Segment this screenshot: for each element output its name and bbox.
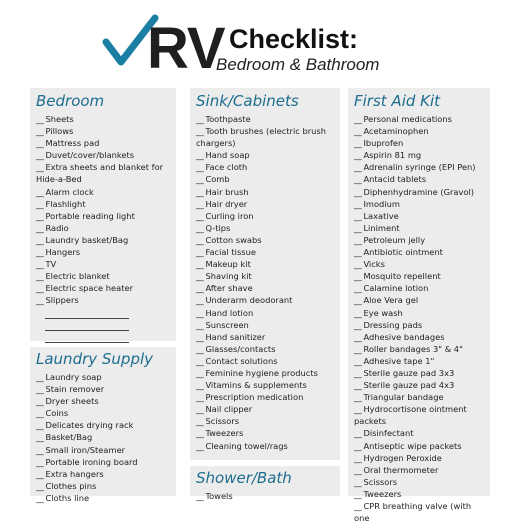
- item-label: Triangular bandage: [363, 392, 444, 403]
- check-blank: __: [196, 428, 206, 439]
- check-blank: __: [36, 198, 46, 209]
- item-label: Shaving kit: [205, 271, 252, 282]
- check-blank: __: [196, 247, 206, 258]
- check-blank: __: [36, 468, 46, 479]
- checklist-item: [196, 186, 334, 198]
- check-blank: __: [36, 480, 46, 491]
- item-label: Prescription medication: [205, 392, 304, 403]
- check-blank: __: [354, 198, 364, 209]
- checklist-item: [354, 391, 484, 403]
- item-label: Clothes pins: [45, 480, 97, 491]
- checklist-item: [354, 125, 484, 137]
- checklist-item: [36, 210, 170, 222]
- check-blank: __: [354, 331, 364, 342]
- checklist-item: [354, 403, 484, 427]
- check-blank: __: [354, 186, 364, 197]
- check-blank: __: [354, 501, 364, 511]
- item-label: chargers): [196, 138, 236, 149]
- check-blank: __: [196, 404, 206, 415]
- check-blank: __: [354, 343, 364, 354]
- checklist-item: [196, 319, 334, 331]
- check-blank: __: [196, 343, 206, 354]
- sink-section: [190, 88, 340, 460]
- item-label: Sheets: [45, 114, 74, 124]
- item-label: Acetaminophen: [363, 126, 429, 137]
- item-label: Contact solutions: [205, 355, 278, 366]
- checklist-item: [36, 395, 170, 407]
- item-label: Ibuprofen: [363, 138, 404, 149]
- checklist-item: [196, 137, 334, 149]
- item-label: Mosquito repellent: [363, 271, 441, 282]
- check-blank: __: [196, 367, 206, 378]
- check-blank: __: [354, 452, 364, 463]
- check-blank: __: [196, 259, 206, 270]
- check-blank: __: [354, 367, 364, 378]
- checklist-item: [36, 492, 170, 504]
- check-blank: __: [36, 186, 46, 197]
- checklist-item: [354, 319, 484, 331]
- item-label: Hydrocortisone ointment packets: [354, 404, 467, 427]
- checklist-item: [36, 419, 170, 431]
- checklist-item: [36, 282, 170, 294]
- checklist-item: [196, 246, 334, 258]
- item-label: Antiseptic wipe packets: [363, 440, 462, 451]
- title-checklist: Checklist:: [229, 24, 359, 54]
- check-blank: __: [36, 126, 46, 137]
- bedroom-section: [30, 88, 176, 341]
- item-label: Mattress pad: [45, 138, 100, 149]
- item-label: Flashlight: [45, 198, 86, 209]
- check-blank: __: [196, 331, 206, 342]
- item-label: After shave: [205, 283, 253, 294]
- check-blank: __: [36, 384, 46, 395]
- check-blank: __: [196, 114, 206, 124]
- item-label: Aspirin 81 mg: [363, 150, 422, 161]
- check-blank: __: [36, 138, 46, 149]
- item-label: Cloths line: [45, 492, 90, 503]
- section-title: First Aid Kit: [354, 92, 441, 110]
- item-label: Stain remover: [45, 384, 105, 395]
- item-label: Vicks: [363, 259, 385, 270]
- item-label: Delicates drying rack: [45, 420, 134, 431]
- item-label: Dryer sheets: [45, 396, 99, 407]
- check-blank: __: [354, 114, 364, 124]
- check-blank: __: [354, 440, 364, 451]
- check-blank: __: [196, 186, 206, 197]
- check-blank: __: [354, 464, 364, 475]
- check-blank: __: [36, 372, 46, 382]
- section-title: Shower/Bath: [196, 469, 292, 487]
- checklist-item: [196, 440, 334, 452]
- item-label: Towels: [205, 491, 233, 501]
- item-label: Portable reading light: [45, 210, 135, 221]
- checklist-item: [354, 173, 484, 185]
- check-blank: __: [196, 355, 206, 366]
- item-label: Sterile gauze pad 4x3: [363, 380, 455, 391]
- check-blank: __: [196, 283, 206, 294]
- check-blank: __: [354, 355, 364, 366]
- check-blank: __: [354, 210, 364, 221]
- item-label: Underarm deodorant: [205, 295, 293, 306]
- item-label: Tweezers: [205, 428, 244, 439]
- item-label: Laundry soap: [45, 372, 102, 382]
- checklist-item: [196, 307, 334, 319]
- check-blank: __: [196, 380, 206, 391]
- checklist-item: [354, 452, 484, 464]
- check-blank: __: [354, 319, 364, 330]
- checklist-item: [36, 444, 170, 456]
- item-label: Diphenhydramine (Gravol): [363, 186, 475, 197]
- checklist-item: [196, 367, 334, 379]
- check-blank: __: [354, 138, 364, 149]
- item-label: Eye wash: [363, 307, 403, 318]
- item-label: Hangers: [45, 247, 81, 258]
- checklist-item: [36, 456, 170, 468]
- checklist-item: [36, 270, 170, 282]
- checklist-item: [36, 294, 170, 306]
- checklist-item: [196, 173, 334, 185]
- blank-line: [45, 309, 129, 319]
- checklist-item: [196, 198, 334, 210]
- check-blank: __: [354, 247, 364, 258]
- shower-list: [196, 490, 334, 502]
- item-label: CPR breathing valve (with one: [354, 501, 472, 524]
- item-label: Hydrogen Peroxide: [363, 452, 442, 463]
- checklist-item: [36, 198, 170, 210]
- checklist-item: [354, 343, 484, 355]
- checklist-item: [354, 222, 484, 234]
- header: [0, 0, 512, 82]
- checklist-item: [196, 270, 334, 282]
- checklist-item: [354, 427, 484, 439]
- checklist-item: [354, 500, 484, 524]
- checklist-item: [354, 113, 484, 125]
- item-label: Disinfectant: [363, 428, 414, 439]
- blank-line: [45, 331, 129, 343]
- checklist-item: [354, 355, 484, 367]
- item-label: Calamine lotion: [363, 283, 429, 294]
- checklist-item: [196, 258, 334, 270]
- laundry-section: [30, 347, 176, 503]
- checklist-item: [196, 355, 334, 367]
- shower-section: [190, 466, 340, 501]
- item-label: Extra sheets and blanket for: [45, 162, 164, 173]
- check-blank: __: [196, 198, 206, 209]
- checklist-item: [354, 367, 484, 379]
- check-blank: __: [196, 174, 206, 185]
- check-blank: __: [36, 114, 46, 124]
- checklist-item: [36, 186, 170, 198]
- item-label: Sterile gauze pad 3x3: [363, 367, 455, 378]
- check-blank: __: [36, 420, 46, 431]
- check-blank: __: [354, 222, 364, 233]
- check-blank: __: [354, 174, 364, 185]
- check-blank: __: [354, 259, 364, 270]
- check-blank: __: [354, 283, 364, 294]
- item-label: Aloe Vera gel: [363, 295, 419, 306]
- item-label: Toothpaste: [205, 114, 251, 124]
- checklist-item: [196, 125, 334, 137]
- check-blank: __: [36, 444, 46, 455]
- checklist-item: [354, 331, 484, 343]
- check-blank: __: [196, 295, 206, 306]
- item-label: Nail clipper: [205, 404, 253, 415]
- item-label: Coins: [45, 408, 69, 419]
- checklist-item: [36, 258, 170, 270]
- checklist-item: [354, 440, 484, 452]
- check-blank: __: [196, 210, 206, 221]
- title-rv: RV: [147, 16, 225, 81]
- check-blank: __: [354, 476, 364, 487]
- item-label: Tweezers: [363, 488, 402, 499]
- check-blank: __: [354, 488, 364, 499]
- item-label: Glasses/contacts: [205, 343, 276, 354]
- check-blank: __: [196, 491, 206, 501]
- item-label: Q-tips: [205, 222, 231, 233]
- item-label: Petroleum jelly: [363, 234, 426, 245]
- check-blank: __: [354, 307, 364, 318]
- check-blank: __: [354, 428, 364, 439]
- item-label: Vitamins & supplements: [205, 380, 307, 391]
- item-label: Radio: [45, 222, 69, 233]
- checklist-item: [354, 476, 484, 488]
- checklist-item: [36, 371, 170, 383]
- subtitle: Bedroom & Bathroom: [216, 55, 380, 74]
- checklist-item: [196, 234, 334, 246]
- item-label: Hand sanitizer: [205, 331, 266, 342]
- check-blank: __: [196, 392, 206, 403]
- checklist-item: [354, 282, 484, 294]
- checklist-item: [36, 234, 170, 246]
- checklist-item: [36, 480, 170, 492]
- check-blank: __: [354, 392, 364, 403]
- item-label: Hand soap: [205, 150, 250, 161]
- checklist-item: [36, 173, 170, 185]
- item-label: Adhesive bandages: [363, 331, 445, 342]
- item-label: Dressing pads: [363, 319, 423, 330]
- checklist-item: [196, 391, 334, 403]
- firstaid-section: [348, 88, 490, 524]
- item-label: Duvet/cover/blankets: [45, 150, 135, 161]
- checklist-item: [36, 407, 170, 419]
- check-blank: __: [36, 259, 46, 270]
- checklist-item: [196, 161, 334, 173]
- item-label: Hand lotion: [205, 307, 254, 318]
- checklist-item: [196, 331, 334, 343]
- item-label: Adhesive tape 1": [363, 355, 435, 366]
- item-label: Scissors: [363, 476, 398, 487]
- item-label: Basket/Bag: [45, 432, 93, 443]
- check-blank: __: [196, 440, 206, 451]
- checklist-item: [196, 282, 334, 294]
- sink-list: [196, 113, 334, 452]
- check-blank: __: [36, 295, 46, 306]
- checklist-item: [354, 137, 484, 149]
- checklist-item: [354, 149, 484, 161]
- item-label: Roller bandages 3" & 4": [363, 343, 463, 354]
- checklist-item: [354, 161, 484, 173]
- laundry-list: [36, 371, 170, 504]
- checklist-item: [196, 113, 334, 125]
- check-blank: __: [354, 162, 364, 173]
- item-label: Adrenalin syringe (EPI Pen): [363, 162, 476, 173]
- item-label: Slippers: [45, 295, 79, 306]
- firstaid-list: [354, 113, 484, 524]
- checklist-item: [196, 415, 334, 427]
- checklist-item: [36, 161, 170, 173]
- item-label: Alarm clock: [45, 186, 94, 197]
- checklist-item: [354, 258, 484, 270]
- item-label: Oral thermometer: [363, 464, 439, 475]
- checklist-item: [36, 125, 170, 137]
- checklist-item: [354, 294, 484, 306]
- check-blank: __: [196, 162, 206, 173]
- section-title: Laundry Supply: [36, 350, 154, 368]
- check-blank: __: [354, 126, 364, 137]
- checklist-item: [354, 234, 484, 246]
- item-label: Hair brush: [205, 186, 249, 197]
- check-blank: __: [196, 319, 206, 330]
- check-blank: __: [36, 396, 46, 407]
- check-blank: __: [36, 234, 46, 245]
- check-blank: __: [36, 210, 46, 221]
- item-label: Laxative: [363, 210, 399, 221]
- item-label: Portable ironing board: [45, 456, 138, 467]
- checklist-item: [354, 464, 484, 476]
- checklist-item: [36, 431, 170, 443]
- item-label: Pillows: [45, 126, 74, 137]
- item-label: Imodium: [363, 198, 400, 209]
- checklist-item: [36, 137, 170, 149]
- checklist-item: [36, 383, 170, 395]
- check-blank: __: [354, 150, 364, 161]
- checklist-item: [196, 210, 334, 222]
- item-label: Comb: [205, 174, 230, 185]
- item-label: Liniment: [363, 222, 400, 233]
- item-label: Hide-a-Bed: [36, 174, 82, 185]
- item-label: Small iron/Steamer: [45, 444, 126, 455]
- checklist-item: [196, 149, 334, 161]
- bedroom-list: [36, 113, 170, 307]
- checklist-item: [196, 343, 334, 355]
- item-label: Extra hangers: [45, 468, 104, 479]
- check-blank: __: [196, 126, 206, 137]
- check-blank: __: [354, 271, 364, 282]
- item-label: Antacid tablets: [363, 174, 427, 185]
- check-blank: __: [196, 150, 206, 161]
- check-blank: __: [36, 247, 46, 258]
- check-blank: __: [36, 162, 46, 173]
- item-label: Face cloth: [205, 162, 248, 173]
- item-label: Curling iron: [205, 210, 254, 221]
- checklist-item: [36, 113, 170, 125]
- check-blank: __: [354, 404, 364, 415]
- check-blank: __: [36, 222, 46, 233]
- item-label: Facial tissue: [205, 247, 256, 258]
- checklist-item: [354, 379, 484, 391]
- check-blank: __: [36, 492, 46, 503]
- checklist-item: [36, 246, 170, 258]
- item-label: Hair dryer: [205, 198, 248, 209]
- item-label: Electric space heater: [45, 283, 134, 294]
- section-title: Bedroom: [36, 92, 105, 110]
- check-blank: __: [196, 307, 206, 318]
- check-blank: __: [36, 150, 46, 161]
- check-blank: __: [36, 432, 46, 443]
- item-label: TV: [45, 259, 57, 270]
- item-label: Electric blanket: [45, 271, 110, 282]
- checklist-item: [354, 186, 484, 198]
- check-blank: __: [196, 222, 206, 233]
- checklist-item: [354, 246, 484, 258]
- check-blank: __: [196, 234, 206, 245]
- checklist-item: [354, 307, 484, 319]
- check-blank: __: [354, 295, 364, 306]
- checklist-item: [196, 427, 334, 439]
- item-label: Laundry basket/Bag: [45, 234, 129, 245]
- check-blank: __: [36, 456, 46, 467]
- item-label: Feminine hygiene products: [205, 367, 318, 378]
- check-blank: __: [36, 408, 46, 419]
- check-blank: __: [36, 283, 46, 294]
- item-label: Antibiotic ointment: [363, 247, 443, 258]
- item-label: Scissors: [205, 416, 240, 427]
- checklist-item: [354, 210, 484, 222]
- checklist-item: [354, 198, 484, 210]
- item-label: Tooth brushes (electric brush: [205, 126, 326, 137]
- checklist-item: [196, 294, 334, 306]
- checklist-item: [354, 488, 484, 500]
- checklist-item: [36, 222, 170, 234]
- checklist-item: [36, 149, 170, 161]
- check-blank: __: [354, 380, 364, 391]
- item-label: Cleaning towel/rags: [205, 440, 288, 451]
- checklist-item: [196, 490, 334, 502]
- checklist-item: [196, 403, 334, 415]
- item-label: Cotton swabs: [205, 234, 262, 245]
- section-title: Sink/Cabinets: [196, 92, 299, 110]
- blank-line: [45, 319, 129, 331]
- item-label: Makeup kit: [205, 259, 251, 270]
- check-blank: __: [196, 416, 206, 427]
- item-label: Personal medications: [363, 114, 452, 124]
- check-blank: __: [36, 271, 46, 282]
- check-blank: __: [354, 234, 364, 245]
- item-label: Sunscreen: [205, 319, 249, 330]
- check-blank: __: [196, 271, 206, 282]
- checklist-item: [354, 270, 484, 282]
- checklist-item: [196, 222, 334, 234]
- checklist-item: [36, 468, 170, 480]
- checklist-item: [196, 379, 334, 391]
